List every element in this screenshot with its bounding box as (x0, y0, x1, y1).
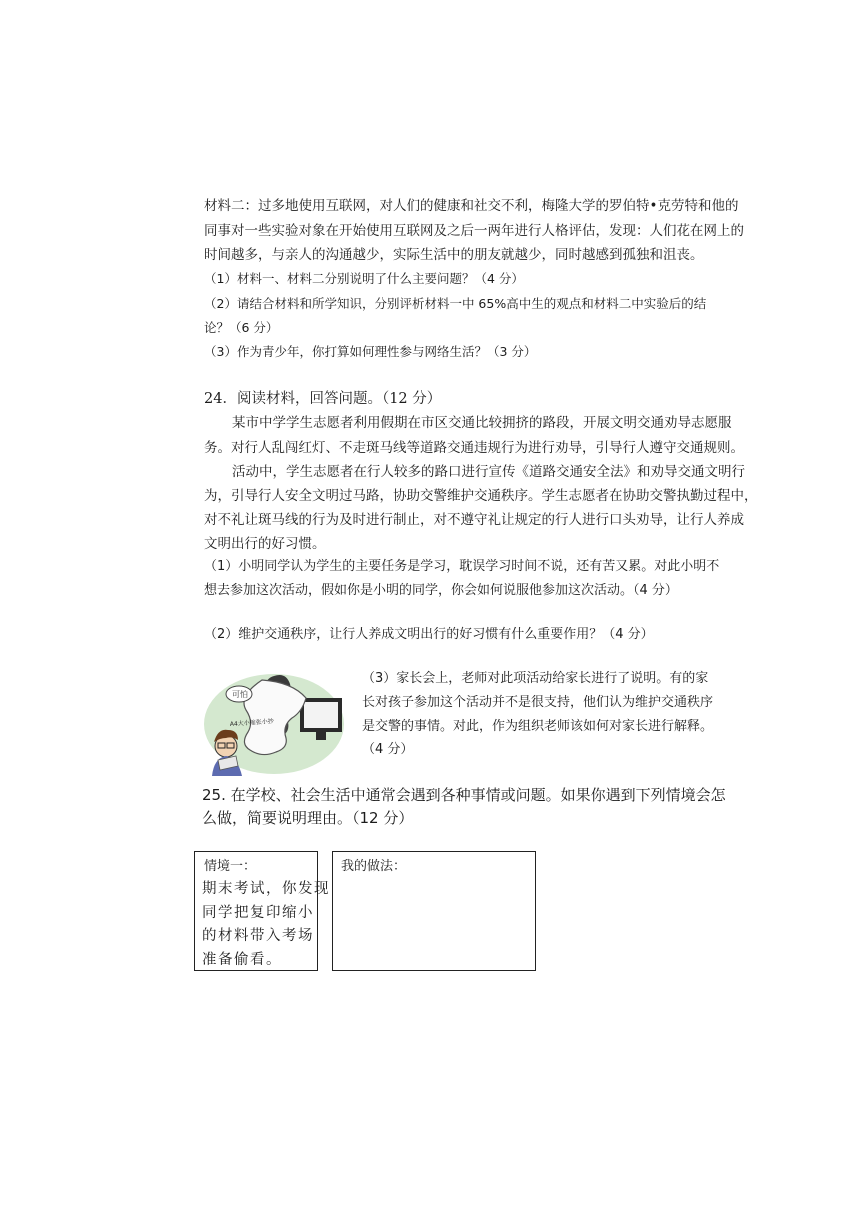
scenario-box (194, 851, 330, 971)
material2-line-2: 同事对一些实验对象在开始使用互联网及之后一两年进行人格评估，发现：人们花在网上的 (204, 223, 744, 239)
scenario-line: 准备偷看。 (202, 951, 282, 968)
q25-line2: 么做，简要说明理由。（12 分） (202, 809, 414, 827)
material2-line-1: 材料二：过多地使用互联网，对人们的健康和社交不利，梅隆大学的罗伯特•克劳特和他的 (204, 198, 739, 214)
q24-sub3-line1: （3）家长会上，老师对此项活动给家长进行了说明。有的家 (362, 671, 709, 686)
speech-bubble-text: 可怕 (232, 690, 248, 699)
q24-sub3-line3: 是交警的事情。对此，作为组织老师该如何对家长进行解释。 (362, 719, 714, 734)
q23-sub2-line2: 论？（6 分） (204, 320, 279, 335)
q24-sub3-line4: （4 分） (362, 742, 414, 757)
answer-label: 我的做法： (341, 859, 407, 874)
q24-sub1-line2: 想去参加这次活动，假如你是小明的同学，你会如何说服他参加这次活动。（4 分） (204, 583, 678, 598)
q24-material-line-1: 某市中学学生志愿者利用假期在市区交通比较拥挤的路段，开展文明交通劝导志愿服 (232, 415, 732, 431)
material2-line-3: 时间越多，与亲人的沟通越少，实际生活中的朋友就越少，同时越感到孤独和沮丧。 (204, 247, 704, 263)
q24-material-line-2: 务。对行人乱闯红灯、不走斑马线等道路交通违规行为进行劝导，引导行人遵守交通规则。 (204, 440, 744, 456)
scenario-body (202, 878, 330, 972)
student-cheating-illustration (204, 668, 354, 776)
answer-box[interactable] (332, 851, 536, 971)
q24-sub3-line2: 长对孩子参加这个活动并不是很支持，他们认为维护交通秩序 (362, 695, 714, 710)
q24-material-line-4: 为，引导行人安全文明过马路，协助交警维护交通秩序。学生志愿者在协助交警执勤过程中， (204, 488, 758, 504)
q23-sub1: （1）材料一、材料二分别说明了什么主要问题？（4 分） (204, 271, 524, 286)
q24-sub2: （2）维护交通秩序，让行人养成文明出行的好习惯有什么重要作用？（4 分） (204, 627, 654, 642)
q24-heading: 24．阅读材料，回答问题。（12 分） (204, 391, 442, 407)
q24-material-line-6: 文明出行的好习惯。 (204, 536, 326, 552)
q23-sub3: （3）作为青少年，你打算如何理性参与网络生活？（3 分） (204, 344, 537, 359)
scroll-label: A4大小缩张小抄 (229, 717, 274, 728)
scenario-line: 的材料带入考场 (202, 928, 314, 944)
q24-material-line-3: 活动中，学生志愿者在行人较多的路口进行宣传《道路交通安全法》和劝导交通文明行 (232, 464, 745, 480)
q24-sub1-line1: （1）小明同学认为学生的主要任务是学习，耽误学习时间不说，还有苦又累。对此小明不 (204, 559, 720, 574)
scenario-title: 情境一： (204, 859, 257, 874)
q23-sub2-line1: （2）请结合材料和所学知识，分别评析材料一中 65%高中生的观点和材料二中实验后的结 (204, 296, 707, 311)
scenario-line: 同学把复印缩小 (202, 904, 314, 921)
q24-material-line-5: 对不礼让斑马线的行为及时进行制止，对不遵守礼让规定的行人进行口头劝导，让行人养成 (204, 512, 744, 528)
scenario-line: 期末考试，你发现 (202, 881, 330, 897)
q25-line1: 25. 在学校、社会生活中通常会遇到各种事情或问题。如果你遇到下列情境会怎 (202, 786, 726, 804)
